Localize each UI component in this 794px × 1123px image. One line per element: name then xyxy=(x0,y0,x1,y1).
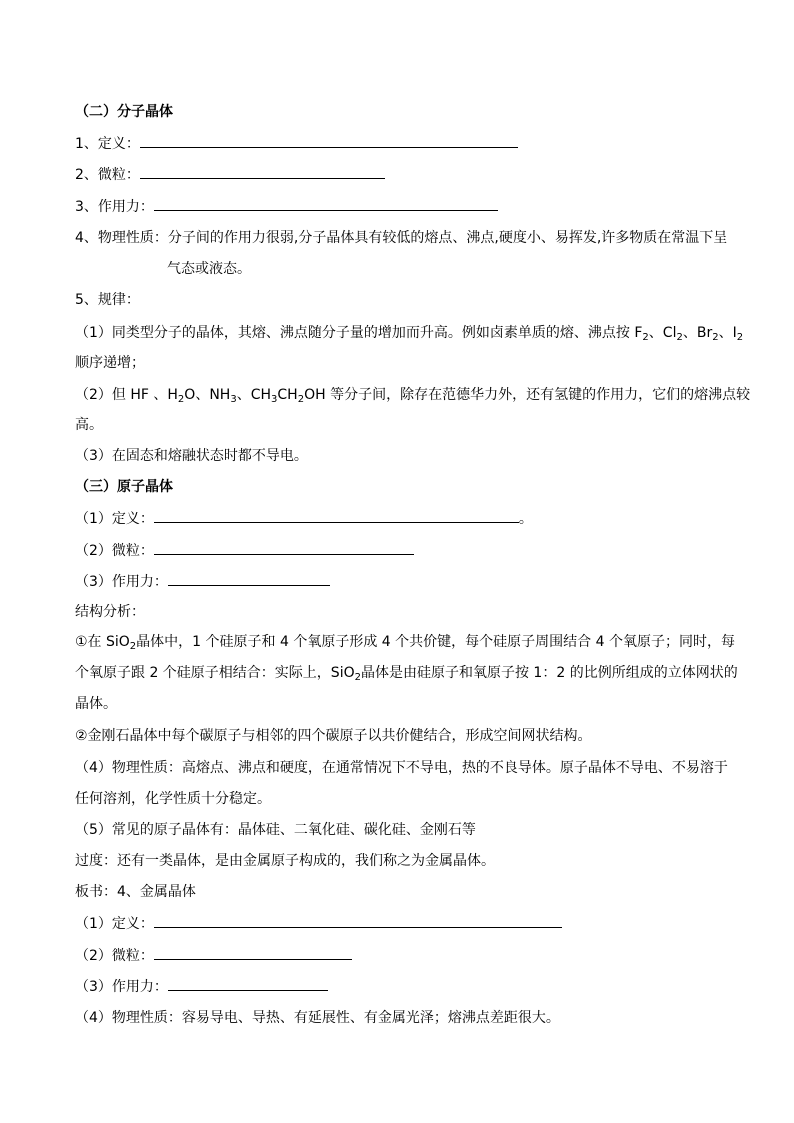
transition-text: 过度：还有一类晶体，是由金属原子构成的，我们称之为金属晶体。 xyxy=(75,853,495,869)
mol-rule-2-text: （2）但 HF 、H xyxy=(75,387,178,403)
sub-2: 2 xyxy=(712,332,719,343)
mol-force-blank xyxy=(154,196,498,211)
mol-physical-text: 分子间的作用力很弱,分子晶体具有较低的熔点、沸点,硬度小、易挥发,许多物质在常温下呈 xyxy=(167,230,728,246)
metal-title: 板书：4、金属晶体 xyxy=(75,884,196,900)
mol-rule-title: 5、规律： xyxy=(75,292,140,308)
sub-2: 2 xyxy=(676,332,683,343)
metal-particle xyxy=(75,945,352,966)
mol-definition xyxy=(75,133,518,154)
atomic-definition-blank xyxy=(154,508,519,523)
p1-text: ①在 SiO xyxy=(75,634,130,650)
atomic-particle-blank xyxy=(154,540,414,555)
atomic-force-label: （3）作用力： xyxy=(75,574,168,590)
mol-force xyxy=(75,196,498,217)
atomic-common-crystals: （5）常见的原子晶体有：晶体硅、二氧化硅、碳化硅、金刚石等 xyxy=(75,822,476,838)
atomic-structure-p1-line2 xyxy=(75,663,738,683)
sub-3: 3 xyxy=(271,394,278,405)
mol-rule-1-br: 、Br xyxy=(682,325,713,341)
mol-rule-2-ch2: CH xyxy=(277,387,298,403)
metal-definition-blank xyxy=(154,913,562,928)
metal-force xyxy=(75,976,328,997)
mol-physical xyxy=(75,228,727,248)
atomic-force xyxy=(75,571,330,592)
mol-rule-1-cl: 、Cl xyxy=(648,325,677,341)
sub-2: 2 xyxy=(642,332,649,343)
mol-rule-2 xyxy=(75,385,750,405)
sub-2: 2 xyxy=(177,394,185,405)
mol-rule-1-cont: 顺序递增； xyxy=(75,355,145,371)
atomic-particle xyxy=(75,540,414,561)
sub-2: 2 xyxy=(297,394,305,405)
atomic-physical: （4）物理性质：高熔点、沸点和硬度，在通常情况下不导电，热的不良导体。原子晶体不导电、不易溶于 xyxy=(75,760,728,776)
atomic-force-blank xyxy=(168,571,330,586)
atomic-definition xyxy=(75,508,533,529)
mol-particle-label: 2、微粒： xyxy=(75,167,140,183)
atomic-structure-p2: ②金刚石晶体中每个碳原子与相邻的四个碳原子以共价健结合，形成空间网状结构。 xyxy=(75,728,592,744)
metal-particle-label: （2）微粒： xyxy=(75,948,154,964)
sub-2: 2 xyxy=(129,641,137,652)
sub-2: 2 xyxy=(736,332,744,343)
mol-rule-2-cont: 高。 xyxy=(75,417,103,433)
atomic-definition-end: 。 xyxy=(518,511,533,527)
mol-rule-2-rest: OH 等分子间，除存在范德华力外，还有氢键的作用力，它们的熔沸点较 xyxy=(304,387,751,403)
metal-force-blank xyxy=(168,976,328,991)
sub-3: 3 xyxy=(230,394,237,405)
mol-physical-cont: 气态或液态。 xyxy=(167,261,251,277)
mol-particle xyxy=(75,164,385,185)
metal-definition-label: （1）定义： xyxy=(75,916,154,932)
mol-physical-label: 4、物理性质： xyxy=(75,230,168,246)
metal-force-label: （3）作用力： xyxy=(75,979,168,995)
p1-line2-text: 个氧原子跟 2 个硅原子相结合：实际上，SiO xyxy=(75,665,355,681)
p1-line2-rest: 晶体是由硅原子和氧原子按 1：2 的比例所组成的立体网状的 xyxy=(360,665,738,681)
atomic-physical-cont: 任何溶剂，化学性质十分稳定。 xyxy=(75,791,271,807)
metal-particle-blank xyxy=(154,945,352,960)
atomic-definition-label: （1）定义： xyxy=(75,511,154,527)
mol-rule-1 xyxy=(75,323,743,343)
mol-rule-1-text: （1）同类型分子的晶体，其熔、沸点随分子量的增加而升高。例如卤素单质的熔、沸点按 F xyxy=(75,325,643,341)
metal-physical: （4）物理性质：容易导电、导热、有延展性、有金属光泽；熔沸点差距很大。 xyxy=(75,1010,560,1026)
atomic-structure-p1-line3: 晶体。 xyxy=(75,696,117,712)
p1-rest: 晶体中，1 个硅原子和 4 个氧原子形成 4 个共价键，每个硅原子周围结合 4 个氧原子；同时，每 xyxy=(136,634,735,650)
mol-rule-3: （3）在固态和熔融状态时都不导电。 xyxy=(75,448,308,464)
mol-rule-2-ch: 、CH xyxy=(236,387,272,403)
atomic-structure-p1 xyxy=(75,632,735,652)
sub-2: 2 xyxy=(354,672,361,683)
mol-definition-blank xyxy=(140,133,518,148)
mol-rule-1-i: 、I xyxy=(718,325,737,341)
section-title-atomic-crystal: （三）原子晶体 xyxy=(75,479,173,495)
atomic-structure-title: 结构分析： xyxy=(75,604,145,620)
mol-rule-2-nh: O、NH xyxy=(184,387,231,403)
mol-particle-blank xyxy=(140,164,385,179)
mol-force-label: 3、作用力： xyxy=(75,199,154,215)
mol-definition-label: 1、定义： xyxy=(75,136,140,152)
metal-definition xyxy=(75,913,562,934)
atomic-particle-label: （2）微粒： xyxy=(75,543,154,559)
section-title-molecular-crystal: （二）分子晶体 xyxy=(75,104,173,120)
